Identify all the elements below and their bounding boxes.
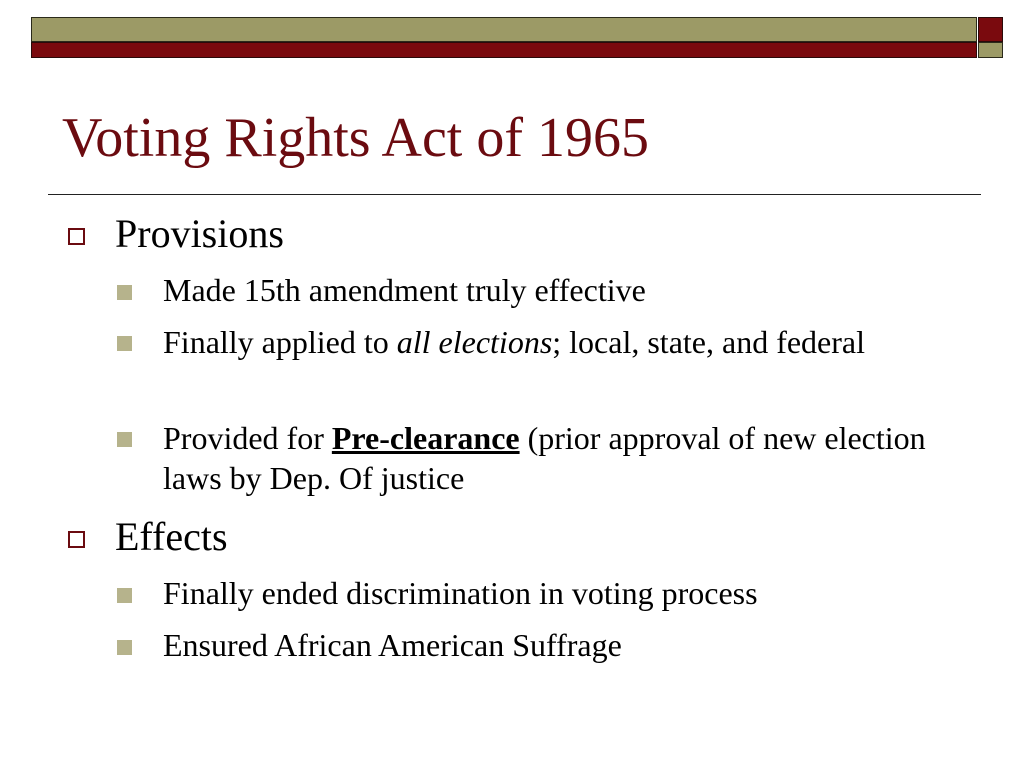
filled-square-bullet-icon xyxy=(117,640,132,655)
header-square-maroon xyxy=(978,17,1003,42)
header-bar-maroon xyxy=(31,42,977,58)
bullet-item xyxy=(163,418,943,498)
emphasis-text: all elections xyxy=(396,324,553,360)
bullet-text: Finally applied to xyxy=(163,324,397,360)
filled-square-bullet-icon xyxy=(117,588,132,603)
filled-square-bullet-icon xyxy=(117,285,132,300)
bullet-text: (prior approval of new election laws by Dep. Of justice xyxy=(163,420,926,496)
hollow-square-bullet-icon xyxy=(68,531,85,548)
bullet-item: Ensured African American Suffrage xyxy=(163,627,622,663)
filled-square-bullet-icon xyxy=(117,336,132,351)
slide-title: Voting Rights Act of 1965 xyxy=(62,107,650,169)
header-bar-olive xyxy=(31,17,977,42)
section-heading-effects: Effects xyxy=(115,514,228,559)
key-term: Pre-clearance xyxy=(331,420,520,456)
header-square-olive xyxy=(978,42,1003,58)
bullet-text: ; local, state, and federal xyxy=(552,324,865,360)
title-divider xyxy=(48,194,981,195)
bullet-item: Made 15th amendment truly effective xyxy=(163,272,646,308)
section-heading-provisions: Provisions xyxy=(115,211,284,256)
bullet-item: Finally ended discrimination in voting process xyxy=(163,575,758,611)
filled-square-bullet-icon xyxy=(117,432,132,447)
bullet-item xyxy=(163,322,943,362)
bullet-text: Provided for xyxy=(163,420,332,456)
hollow-square-bullet-icon xyxy=(68,228,85,245)
